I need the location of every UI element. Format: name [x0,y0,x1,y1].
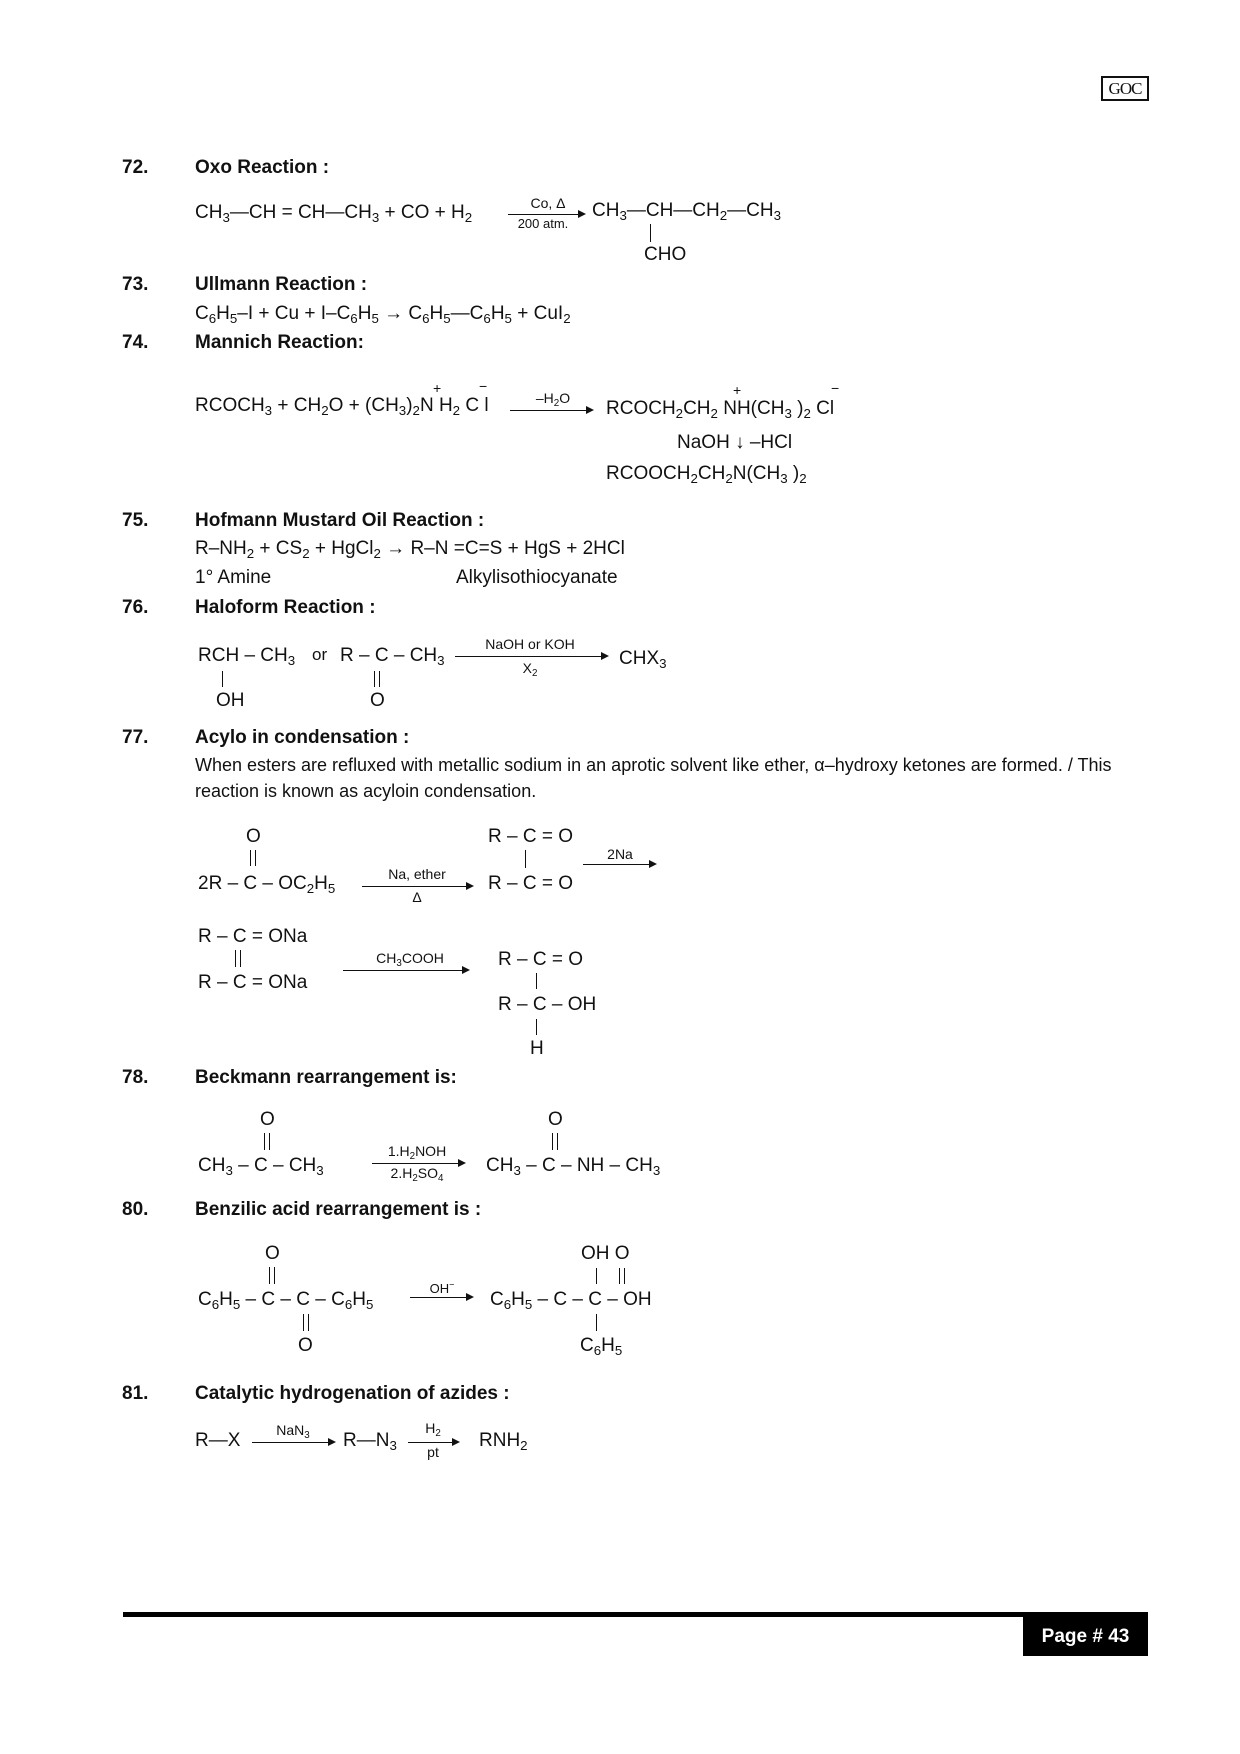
section-title: Catalytic hydrogenation of azides : [195,1383,510,1404]
bond [536,973,537,989]
section-title: Mannich Reaction: [195,332,364,353]
section-title: Benzilic acid rearrangement is : [195,1199,482,1220]
haloform-reagent: NaOH or KOH [485,636,575,652]
section-number: 81. [122,1383,149,1404]
enediolate-bottom: R – C = ONa [198,972,308,993]
section-number: 72. [122,157,149,178]
page-number: Page # 43 [1023,1617,1148,1656]
or-connector: or [312,645,328,664]
chapter-tag: GOC [1101,76,1149,101]
oxo-catalyst: Co, Δ [530,195,566,211]
reaction-arrow [410,1297,472,1298]
beckmann-reactant: $CH_3$ – C – $CH_3$ [198,1155,324,1178]
double-bond [552,1133,558,1150]
minus-charge: − [479,378,488,394]
reaction-arrow [362,886,472,887]
heat-symbol: Δ [412,889,422,905]
bond [596,1314,597,1331]
haloform-reactant1: RCH – $CH_3$ [198,645,296,668]
benzil-o-top: O [265,1243,280,1264]
reaction-arrow [343,970,468,971]
bond [596,1268,597,1284]
platinum-catalyst: pt [427,1444,439,1460]
reaction-arrow [408,1442,458,1443]
enediolate-top: R – C = ONa [198,926,308,947]
amine-label: 1° Amine [195,567,272,588]
section-number: 74. [122,332,149,353]
oxo-reactants: $CH_3—CH$ = $CH—CH_3$ + CO + $H_2$ [195,202,473,225]
reaction-arrow [252,1442,334,1443]
ester-o: O [246,826,261,847]
plus-charge: + [733,382,742,398]
acyloin-h: H [530,1038,544,1059]
section-number: 77. [122,727,149,748]
ester-reactant: 2R – C – $OC_2H_5$ [198,873,336,896]
mannich-final: $RCOOCH_2CH_2N(CH_3$ )$_2$ [606,463,807,486]
section-number: 75. [122,510,149,531]
benzilic-product: $C_6H_5$ – C – C – OH [490,1289,652,1312]
acyloin-mid: R – C – OH [498,994,597,1015]
alkyl-azide: $R—N_3$ [343,1430,397,1453]
ullmann-equation: $C_6H_5-I + Cu + I-C_6H_5$ → $C_6H_5—C_6H_5 + CuI_2$ [195,303,571,326]
benzilic-reactant: $C_6H_5$ – C – C – $C_6H_5$ [198,1289,374,1312]
oxo-condition: 200 atm. [517,216,569,231]
section-title: Beckmann rearrangement is: [195,1067,457,1088]
oxo-product: $CH_3—CH—CH_2—CH_3$ [592,200,782,223]
isothiocyanate-label: Alkylisothiocyanate [456,567,618,588]
reaction-arrow [510,410,592,411]
double-bond [264,1133,270,1150]
bond [525,850,526,868]
section-title: Ullmann Reaction : [195,274,368,295]
section-title: Acylo in condensation : [195,727,410,748]
acyloin-description: When esters are refluxed with metallic sodium in an aprotic solvent like ether, α–hydroxy ketones are formed. / This reaction is known as acyloin condensation. [195,755,1112,801]
benzil-o-bottom: O [298,1335,313,1356]
double-bond [235,950,241,967]
hydroxide-reagent: OH− [429,1279,455,1296]
diketone-top: R – C = O [488,826,573,847]
mannich-reactants: $RCOCH_3 + CH_2O + (CH_3)_2N$ $H_2$ C l [195,395,489,418]
section-title: Oxo Reaction : [195,157,330,178]
section-number: 73. [122,274,149,295]
double-bond [303,1314,309,1331]
amide-o: O [548,1109,563,1130]
section-title: Haloform Reaction : [195,597,376,618]
beckmann-reagent1: $1.H_2NOH$ [387,1143,447,1162]
haloform-product: $CHX_3$ [619,648,667,671]
section-number: 78. [122,1067,149,1088]
haloform-oh: OH [216,690,245,711]
double-bond [619,1268,625,1284]
bond [650,224,651,242]
acid-reagent: $CH_3COOH$ [376,950,444,969]
azide-reagent: NaN$_3$ [276,1422,310,1441]
halogen: $X_2$ [522,660,538,679]
double-bond [269,1267,275,1284]
mannich-step: NaOH ↓ –HCl [677,432,793,453]
oxo-branch: CHO [644,244,687,265]
hofmann-equation: $R-NH_2 + CS_2$ + HgCl$_2$ → R–N =C=S + HgS + 2HCl [195,538,625,561]
minus-charge: − [831,380,840,396]
mannich-product: $RCOCH_2CH_2$ $NH(CH_3$ )$_2$ Cl [606,398,835,421]
acyloin-top: R – C = O [498,949,583,970]
beckmann-reagent2: $2.H_2SO_4$ [390,1165,444,1184]
haloform-o: O [370,690,385,711]
section-number: 76. [122,597,149,618]
haloform-reactant2: R – C – $CH_3$ [340,645,445,668]
hydrogen-reagent: $H_2$ [425,1420,441,1439]
diketone-bottom: R – C = O [488,873,573,894]
reaction-arrow [583,864,655,865]
double-bond [374,671,380,687]
sodium-reagent: 2Na [607,846,633,862]
amine-product: $RNH_2$ [479,1430,528,1453]
section-title: Hofmann Mustard Oil Reaction : [195,510,485,531]
plus-charge: + [433,380,442,396]
bond [536,1019,537,1035]
beckmann-product: $CH_3$ – C – NH – $CH_3$ [486,1155,661,1178]
mannich-condition: $-H_2O$ [535,390,571,409]
double-bond [250,850,256,866]
alkyl-halide: R—X [195,1430,241,1451]
reaction-arrow [455,656,607,657]
footer-rule [123,1612,1148,1617]
bond [222,671,223,687]
section-number: 80. [122,1199,149,1220]
benzilic-phenyl: $C_6H_5$ [580,1335,623,1358]
acyloin-reagent: Na, ether [388,866,446,882]
reaction-arrow [372,1163,464,1164]
ketone-o: O [260,1109,275,1130]
benzilic-top: OH O [581,1243,630,1264]
reaction-arrow [508,214,584,215]
